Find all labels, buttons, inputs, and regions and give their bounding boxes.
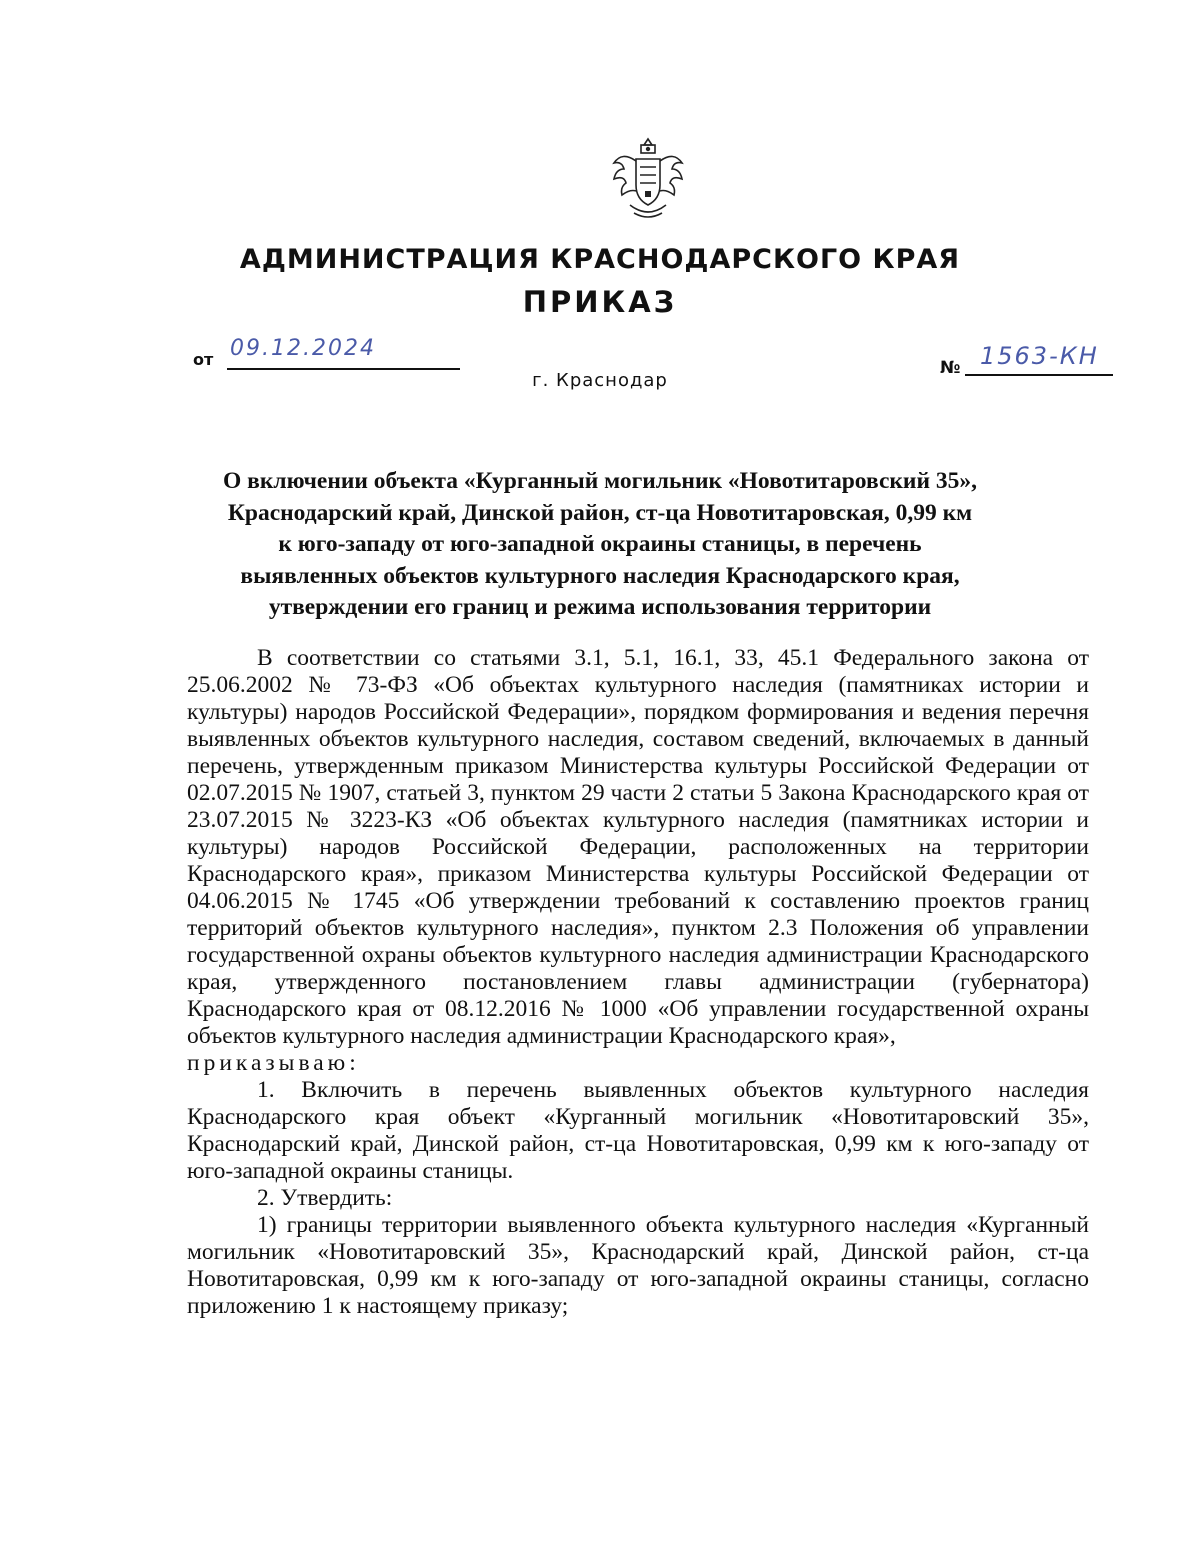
number-label: № [940,358,961,378]
order-body [187,645,1089,1320]
title-line: О включении объекта «Курганный могильник «Новотитаровский 35», [223,468,977,494]
order-word: приказываю: [187,1050,360,1076]
title-line: Краснодарский край, Динской район, ст-ца Новотитаровская, 0,99 км [227,499,973,526]
coat-of-arms-icon [608,135,688,225]
organization-title: АДМИНИСТРАЦИЯ КРАСНОДАРСКОГО КРАЯ [239,244,961,275]
item-1-paragraph: 1. Включить в перечень выявленных объектов культурного наследия Краснодарского края объект «Курганный могильник «Новотитаровский 35», Краснодарский край, Динской район, ст-ца Новотитаровская, 0,99 км к юго-западу от юго-западной окраины станицы. [187,1077,1089,1184]
handwritten-number: 1563-КН [980,342,1099,370]
order-title [140,466,1060,624]
item-2-1-paragraph: 1) границы территории выявленного объекта культурного наследия «Курганный могильник «Новотитаровский 35», Краснодарский край, Динской район, ст-ца Новотитаровская, 0,99 км к юго-западу от юго-западной окраины станицы, согласно приложению 1 к настоящему приказу; [187,1212,1089,1319]
date-label: от [193,350,214,369]
title-line: утверждении его границ и режима использования территории [268,594,932,620]
title-line: выявленных объектов культурного наследия Краснодарского края, [240,562,960,589]
handwritten-date: 09.12.2024 [230,336,376,361]
city: г. Краснодар [532,370,668,391]
item-2-paragraph: 2. Утвердить: [257,1185,393,1211]
document-type: ПРИКАЗ [522,285,678,319]
title-line: к юго-западу от юго-западной окраины станицы, в перечень [278,531,922,557]
preamble-paragraph: В соответствии со статьями 3.1, 5.1, 16.1, 33, 45.1 Федерального закона от 25.06.2002 № 73-ФЗ «Об объектах культурного наследия (памятниках истории и культуры) народов Российской Федерации», порядком формирования и ведения перечня выявленных объектов культурного наследия, составом сведений, включаемых в данный перечень, утвержденным приказом Министерства культуры Российской Федерации от 02.07.2015 № 1907, статьей 3, пунктом 29 части 2 статьи 5 Закона Краснодарского края от 23.07.2015 № 3223-КЗ «Об объектах культурного наследия (памятниках истории и культуры) народов Российской Федерации, расположенных на территории Краснодарского края», приказом Министерства культуры Российской Федерации от 04.06.2015 № 1745 «Об утверждении требований к составлению проектов границ территорий объектов культурного наследия», пунктом 2.3 Положения об управлении государственной охраны объектов культурного наследия администрации Краснодарского края, утвержденного постановлением главы администрации (губернатора) Краснодарского края от 08.12.2016 № 1000 «Об управлении государственной охраны объектов культурного наследия администрации Краснодарского края», [187,645,1089,1049]
